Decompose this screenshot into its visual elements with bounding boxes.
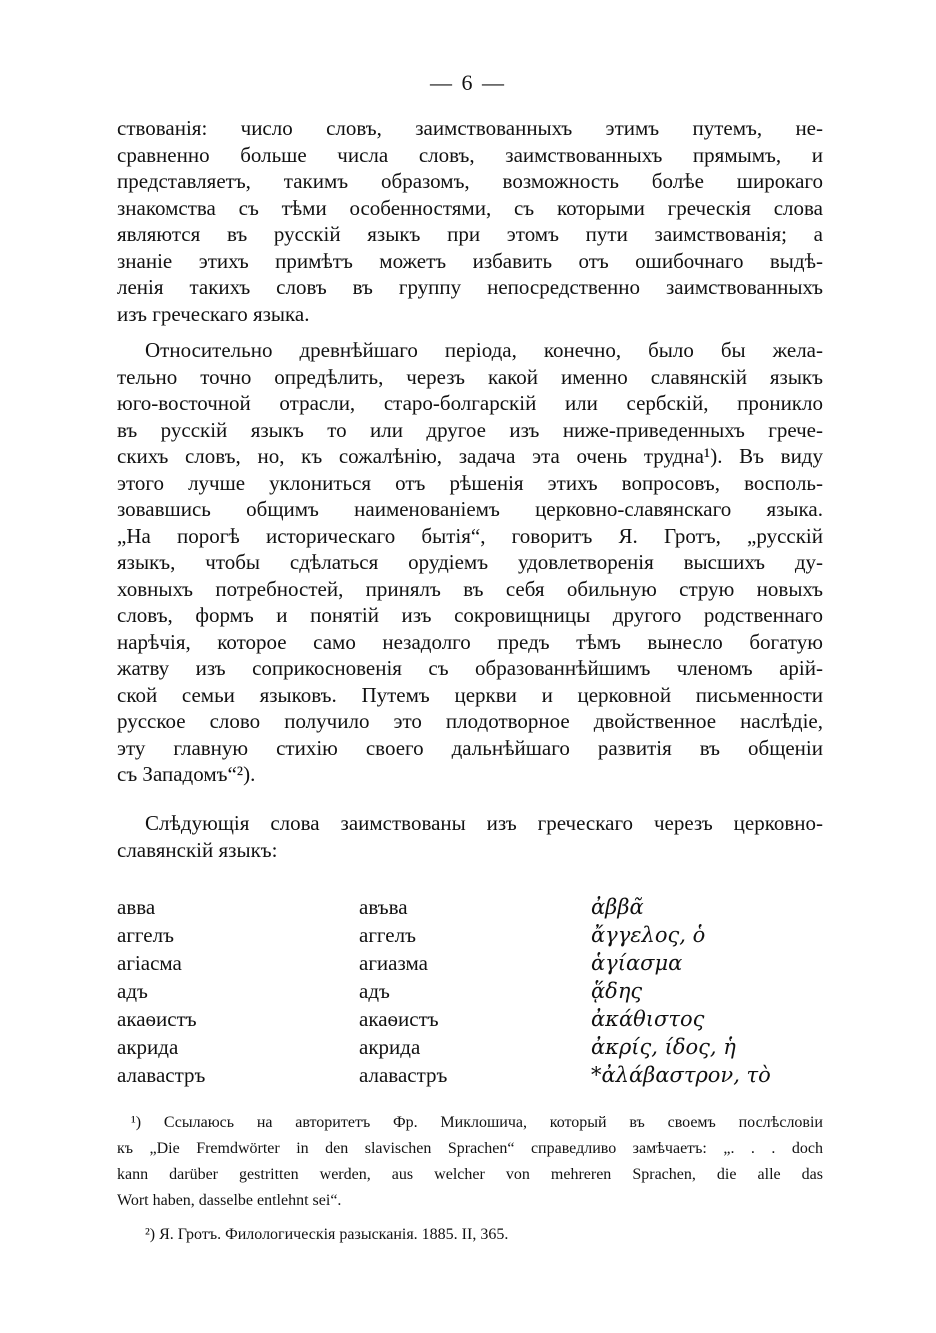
text-line: нарѣчія, которое само незадолго предъ тѣмъ вынесло богатую bbox=[117, 629, 823, 654]
paragraph-3 bbox=[117, 810, 823, 863]
footnote-line: Wort haben, dasselbe entlehnt sei“. bbox=[117, 1192, 342, 1209]
word-row bbox=[117, 977, 823, 1005]
text-line: юго-восточной отрасли, старо-болгарскій или сербскій, проникло bbox=[117, 391, 823, 415]
text-line: ленія такихъ словъ въ группу непосредственно заимствованныхъ bbox=[117, 275, 823, 299]
text-line: ской семьи языковъ. Путемъ церкви и церковной письменности bbox=[117, 682, 823, 707]
word-row bbox=[117, 1033, 823, 1061]
text-line: изъ греческаго языка. bbox=[117, 301, 310, 326]
text-line: знаніе этихъ примѣтъ можетъ избавить отъ ошибочнаго выдѣ- bbox=[117, 248, 823, 273]
russian-word: алавастръ bbox=[117, 1063, 206, 1087]
russian-word: аггелъ bbox=[117, 923, 174, 947]
text-line: Относительно древнѣйшаго періода, конечно, было бы жела- bbox=[145, 338, 823, 362]
russian-word: акрида bbox=[117, 1035, 179, 1059]
word-table bbox=[117, 893, 823, 1089]
greek-word: *ἀλάβαστρον, τὸ bbox=[591, 1063, 771, 1087]
greek-word: ἀββᾶ bbox=[591, 895, 644, 919]
slavonic-word: алавастръ bbox=[359, 1063, 448, 1087]
text-line: русское слово получило это плодотворное двойственное наслѣдіе, bbox=[117, 709, 823, 733]
footnote-line: къ „Die Fremdwörter in den slavischen Sprachen“ справедливо замѣчаетъ: „. . . doch bbox=[117, 1140, 823, 1157]
word-row bbox=[117, 893, 823, 921]
text-line: языкъ, чтобы сдѣлаться орудіемъ удовлетворенія высшихъ ду- bbox=[117, 550, 823, 574]
greek-word: ᾅδης bbox=[591, 979, 643, 1003]
text-line: въ русскій языкъ то или другое изъ ниже-приведенныхъ грече- bbox=[117, 417, 823, 442]
text-line: Слѣдующія слова заимствованы изъ греческаго черезъ церковно- bbox=[145, 811, 823, 835]
slavonic-word: адъ bbox=[359, 979, 390, 1003]
russian-word: акаѳистъ bbox=[117, 1007, 197, 1031]
text-line: славянскій языкъ: bbox=[117, 837, 278, 862]
word-row bbox=[117, 949, 823, 977]
russian-word: авва bbox=[117, 895, 156, 919]
text-line: эту главную стихію своего дальнѣйшаго развитія въ общеніи bbox=[117, 735, 823, 760]
russian-word: адъ bbox=[117, 979, 148, 1003]
footnote-line: kann darüber gestritten werden, aus welcher von mehreren Sprachen, die alle das bbox=[117, 1166, 823, 1183]
footnote-1 bbox=[117, 1110, 823, 1214]
text-line: ствованія: число словъ, заимствованныхъ этимъ путемъ, не- bbox=[117, 116, 823, 140]
word-row bbox=[117, 1005, 823, 1033]
text-line: жатву изъ соприкосновенія съ образованнѣйшимъ членомъ арій- bbox=[117, 656, 823, 680]
text-line: ховныхъ потребностей, принялъ въ себя обильную струю новыхъ bbox=[117, 576, 823, 601]
text-line: тельно точно опредѣлить, черезъ какой именно славянскій языкъ bbox=[117, 364, 823, 389]
footnote-2: ²) Я. Гротъ. Филологическія разысканія. 1885. II, 365. bbox=[145, 1226, 509, 1243]
russian-word: агіасма bbox=[117, 951, 182, 975]
page-number: — 6 — bbox=[430, 70, 506, 95]
text-line: этого лучше уклониться отъ рѣшенія этихъ вопросовъ, воспoль- bbox=[117, 470, 823, 495]
word-row bbox=[117, 921, 823, 949]
greek-word: ἀκρίς, ίδος, ἡ bbox=[591, 1035, 736, 1059]
text-line: съ Западомъ“²). bbox=[117, 762, 256, 786]
greek-word: ἄγγελος, ὁ bbox=[591, 923, 706, 947]
paragraph-1 bbox=[117, 115, 823, 327]
slavonic-word: акрида bbox=[359, 1035, 421, 1059]
footnote-line: ¹) Ссылаюсь на авторитетъ Фр. Миклошича, который въ своемъ послѣсловіи bbox=[131, 1114, 823, 1131]
text-line: являются въ русскій языкъ при этомъ пути заимствованія; а bbox=[117, 222, 823, 246]
greek-word: ἀκάθιστος bbox=[591, 1007, 705, 1031]
slavonic-word: акаѳистъ bbox=[359, 1007, 439, 1031]
text-line: сравненно больше числа словъ, заимствованныхъ прямымъ, и bbox=[117, 142, 823, 167]
slavonic-word: агиазма bbox=[359, 951, 428, 975]
paragraph-2 bbox=[117, 337, 823, 788]
text-line: скихъ словъ, но, къ сожалѣнію, задача эта очень трудна¹). Въ виду bbox=[117, 444, 823, 468]
text-line: словъ, формъ и понятій изъ сокровищницы другого родственнаго bbox=[117, 603, 823, 627]
text-line: зовавшись общимъ наименованіемъ церковно-славянскаго языка. bbox=[117, 497, 823, 521]
word-row bbox=[117, 1061, 823, 1089]
slavonic-word: авъва bbox=[359, 895, 408, 919]
text-line: „На порогѣ историческаго бытія“, говоритъ Я. Гротъ, „русскій bbox=[117, 523, 823, 548]
text-line: знакомства съ тѣми особенностями, съ которыми греческія слова bbox=[117, 195, 823, 220]
text-line: представляетъ, такимъ образомъ, возможность болѣе широкаго bbox=[117, 169, 823, 193]
slavonic-word: аггелъ bbox=[359, 923, 416, 947]
greek-word: ἁγίασμα bbox=[591, 951, 683, 975]
footnotes bbox=[117, 1110, 823, 1248]
